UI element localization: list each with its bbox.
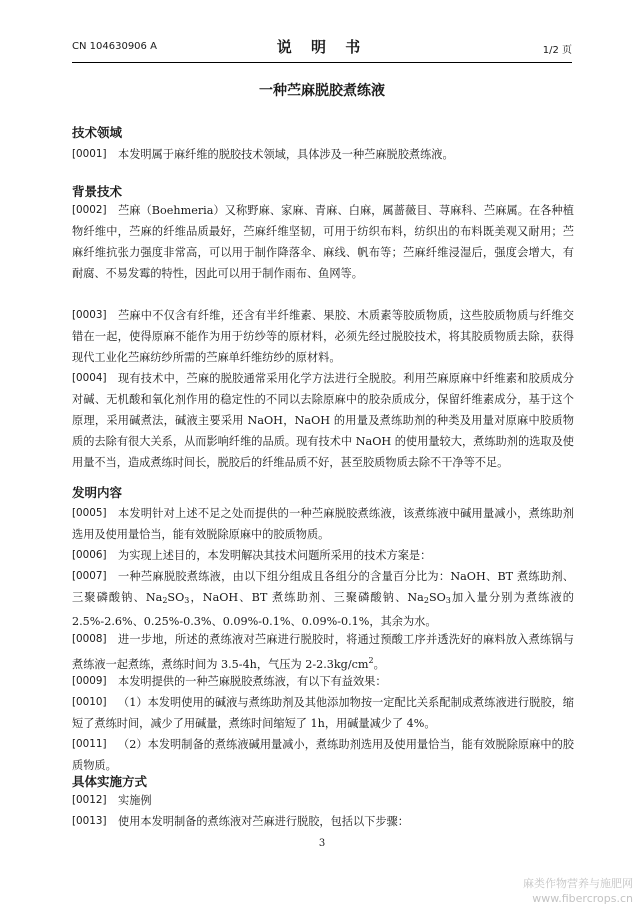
paragraph-0005 <box>72 503 574 545</box>
subscript: 2 <box>162 596 168 605</box>
page-number: 3 <box>318 838 326 849</box>
paragraph-0006 <box>72 545 574 566</box>
paragraph-0008 <box>72 629 574 675</box>
paragraph-number: [0011] <box>72 738 107 750</box>
header-rule <box>72 62 572 63</box>
paragraph-number: [0005] <box>72 507 107 519</box>
paragraph-text: 本发明属于麻纤维的脱胶技术领域，具体涉及一种苎麻脱胶煮练液。 <box>118 148 454 161</box>
document-title: 一种苎麻脱胶煮练液 <box>259 83 385 99</box>
text-run: ，NaOH、BT 煮练助剂、三聚磷酸钠、Na <box>189 591 424 604</box>
paragraph-number: [0006] <box>72 549 107 561</box>
watermark-site-name: 麻类作物营养与施肥网 <box>523 877 633 890</box>
paragraph-0001 <box>72 144 574 165</box>
paragraph-text: 苎麻（Boehmeria）又称野麻、家麻、青麻、白麻，属蔷薇目、荨麻科、苎麻属。在各种植物纤维中，苎麻的纤维品质最好，苎麻纤维坚韧，可用于纺织布料，纺织出的布料既美观又耐用；苎麻纤维抗张力强度非常高，可以用于制作降落伞、麻线、帆布等；苎麻纤维浸湿后，强度会增大，有耐腐、不易发霉的特性，因此可以用于制作雨布、鱼网等。 <box>72 204 574 280</box>
paragraph-text: 使用本发明制备的煮练液对苎麻进行脱胶，包括以下步骤： <box>118 815 409 828</box>
section-heading-embodiment: 具体实施方式 <box>72 774 148 789</box>
paragraph-0007 <box>72 566 574 632</box>
paragraph-text: （2）本发明制备的煮练液碱用量减小，煮练助剂选用及使用量恰当，能有效脱除原麻中的胶质物质。 <box>72 738 574 772</box>
text-run: 进一步地，所述的煮练液对苎麻进行脱胶时，将通过预酸工序并透洗好的麻料放入煮练锅与煮练液一起煮练，煮练时间为 3.5-4h，气压为 2-2.3kg/cm <box>72 633 574 671</box>
paragraph-0010 <box>72 692 574 734</box>
paragraph-text: 本发明针对上述不足之处而提供的一种苎麻脱胶煮练液，该煮练液中碱用量减小，煮练助剂选用及使用量恰当，能有效脱除原麻中的胶质物质。 <box>72 507 574 541</box>
paragraph-number: [0003] <box>72 309 107 321</box>
paragraph-0004 <box>72 368 574 473</box>
paragraph-0009 <box>72 671 574 692</box>
paragraph-number: [0007] <box>72 570 107 582</box>
text-run: SO <box>428 591 446 604</box>
subscript: 3 <box>445 596 451 605</box>
paragraph-number: [0002] <box>72 204 107 216</box>
superscript: 2 <box>368 656 374 665</box>
paragraph-number: [0013] <box>72 815 107 827</box>
document-type-title: 说 明 书 <box>276 38 368 56</box>
paragraph-number: [0004] <box>72 372 107 384</box>
watermark-url: www.fibercrops.cn <box>532 892 633 905</box>
paragraph-number: [0009] <box>72 675 107 687</box>
section-heading-tech-field: 技术领域 <box>72 125 123 140</box>
section-heading-invention: 发明内容 <box>72 485 123 500</box>
paragraph-text <box>72 566 574 632</box>
text-run: 加入量分别为煮练液的 2.5%-2.6%、0.25%-0.3%、0.09%-0.1%、0.09%-0.1%，其余为水。 <box>72 591 574 628</box>
paragraph-number: [0008] <box>72 633 107 645</box>
publication-number: CN 104630906 A <box>72 41 157 52</box>
paragraph-0011 <box>72 734 574 776</box>
text-run: 。 <box>373 658 385 671</box>
section-heading-background: 背景技术 <box>72 184 123 199</box>
paragraph-text: 为实现上述目的，本发明解决其技术问题所采用的技术方案是： <box>118 549 432 562</box>
paragraph-text: 本发明提供的一种苎麻脱胶煮练液，有以下有益效果： <box>118 675 387 688</box>
text-run: SO <box>167 591 185 604</box>
paragraph-0002 <box>72 200 574 284</box>
paragraph-text: 苎麻中不仅含有纤维，还含有半纤维素、果胶、木质素等胶质物质，这些胶质物质与纤维交错在一起，使得原麻不能作为用于纺纱等的原材料，必须先经过脱胶技术，将其胶质物质去除，获得现代工业化苎麻纺纱所需的苎麻单纤维纺纱的原材料。 <box>72 309 574 364</box>
paragraph-0012 <box>72 790 574 811</box>
paragraph-text: 现有技术中，苎麻的脱胶通常采用化学方法进行全脱胶。利用苎麻原麻中纤维素和胶质成分对碱、无机酸和氧化剂作用的稳定性的不同以去除原麻中的胶杂质成分，保留纤维素成分，基于这个原理，采用碱煮法，碱液主要采用 NaOH，NaOH 的用量及煮练助剂的种类及用量对原麻中胶质物质的去除有很大关系，从而影响纤维的品质。现有技术中 NaOH 的使用量较大，煮练助剂的选取及使用量不当，造成煮练时间长，脱胶后的纤维品质不好，甚至胶质物质去除不干净等不足。 <box>72 372 574 469</box>
paragraph-number: [0012] <box>72 794 107 806</box>
page-header <box>72 36 572 60</box>
site-watermark <box>523 876 633 906</box>
paragraph-text: 实施例 <box>118 794 152 807</box>
page-count: 1/2 页 <box>542 45 572 56</box>
paragraph-text: （1）本发明使用的碱液与煮练助剂及其他添加物按一定配比关系配制成煮练液进行脱胶，缩短了煮练时间，减少了用碱量，煮练时间缩短了 1h，用碱量减少了 4%。 <box>72 696 574 730</box>
paragraph-number: [0010] <box>72 696 107 708</box>
text-run: 一种苎麻脱胶煮练液，由以下组分组成且各组分的含量百分比为：NaOH、BT 煮练助剂、三聚磷酸钠、Na <box>72 570 574 604</box>
paragraph-text <box>72 629 574 675</box>
paragraph-number: [0001] <box>72 148 107 160</box>
paragraph-0013 <box>72 811 574 832</box>
subscript: 2 <box>423 596 429 605</box>
subscript: 3 <box>184 596 190 605</box>
paragraph-0003 <box>72 305 574 368</box>
